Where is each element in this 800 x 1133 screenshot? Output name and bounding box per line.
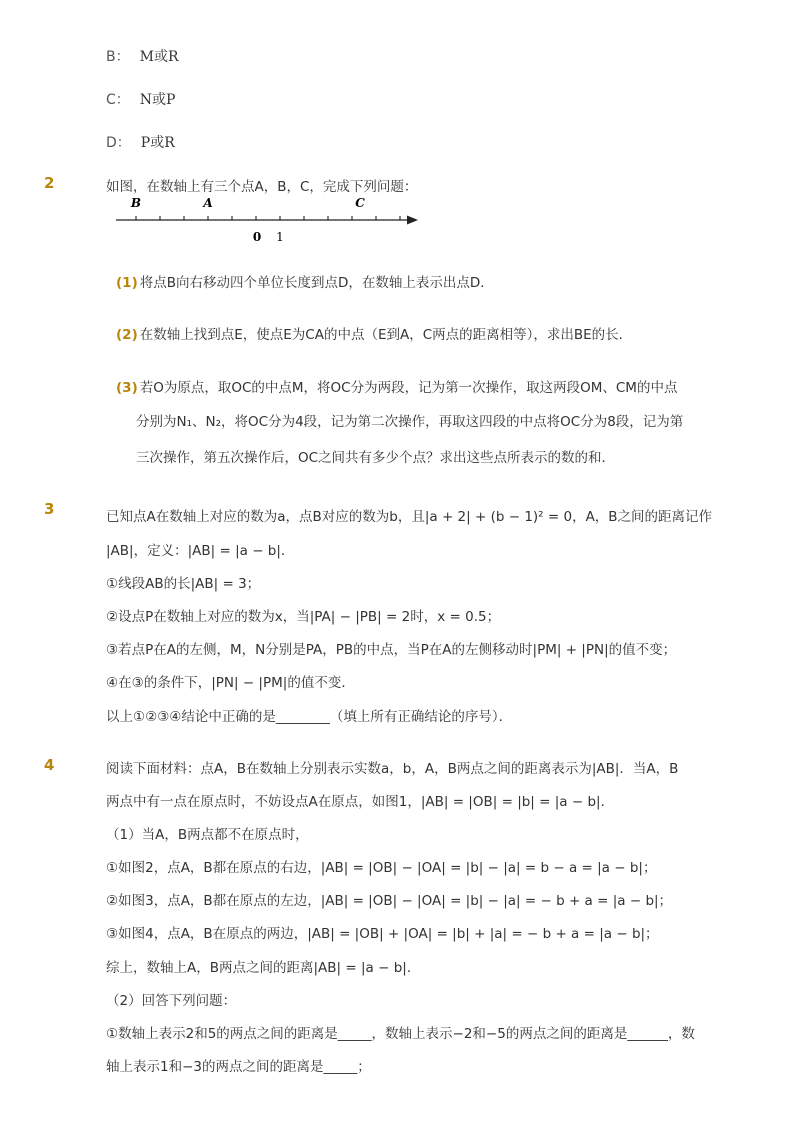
question-3-statement-3: ③若点P在A的左侧，M，N分别是PA，PB的中点，当P在A的左侧移动时|PM| + |PN|的值不变； (106, 642, 677, 658)
option-b (106, 46, 179, 66)
option-b-label: B： (106, 49, 130, 65)
question-2-part-2 (116, 323, 632, 343)
point-a-label: A (203, 196, 213, 210)
question-3-number: 3 (44, 500, 55, 518)
point-c-label: C (355, 196, 365, 210)
question-4-line-1: 阅读下面材料：点A，B在数轴上分别表示实数a，b，A，B两点之间的距离表示为|AB|．当A，B (106, 761, 679, 777)
question-4-line-6: ③如图4，点A，B在原点的两边，|AB| = |OB| + |OA| = |b| + |a| = − b + a = |a − b|； (106, 926, 659, 942)
question-4-line-10: 轴上表示1和−3的两点之间的距离是_____； (106, 1059, 371, 1075)
question-4-line-4: ①如图2，点A，B都在原点的右边，|AB| = |OB| − |OA| = |b| − |a| = b − a = |a − b|； (106, 860, 657, 876)
part-3-number: (3) (116, 380, 138, 396)
part-2-number: (2) (116, 327, 138, 343)
question-3-statement-1: ①线段AB的长|AB| = 3； (106, 576, 261, 592)
question-3-line-1: 已知点A在数轴上对应的数为a，点B对应的数为b，且|a + 2| + (b − 1)² = 0，A，B之间的距离记作 (106, 509, 713, 525)
option-c (106, 89, 175, 109)
number-line-figure (110, 192, 430, 248)
question-4-line-5: ②如图3，点A，B都在原点的左边，|AB| = |OB| − |OA| = |b| − |a| = − b + a = |a − b|； (106, 893, 673, 909)
question-4-line-8: （2）回答下列问题： (106, 993, 237, 1009)
option-c-label: C： (106, 92, 130, 108)
option-d-label: D： (106, 135, 131, 151)
number-line-arrow (407, 216, 418, 225)
question-2-stem: 如图，在数轴上有三个点A，B，C，完成下列问题： (106, 179, 418, 195)
part-1-number: (1) (116, 275, 138, 291)
part-2-text: 在数轴上找到点E，使点E为CA的中点（E到A，C两点的距离相等），求出BE的长． (139, 327, 633, 343)
question-2-part-3-line-1 (116, 376, 677, 396)
question-2-part-3-line-3: 三次操作，第五次操作后，OC之间共有多少个点？求出这些点所表示的数的和． (136, 450, 616, 466)
point-b-label: B (130, 196, 142, 210)
question-2-part-1 (116, 271, 494, 291)
question-3-statement-2: ②设点P在数轴上对应的数为x，当|PA| − |PB| = 2时，x = 0.5； (106, 609, 501, 625)
question-3-line-2: |AB|，定义：|AB| = |a − b|． (106, 543, 295, 559)
question-2-number: 2 (44, 174, 55, 192)
unit-label: 1 (276, 230, 284, 244)
part-3-text-1: 若O为原点，取OC的中点M，将OC分为两段，记为第一次操作，取这两段OM、CM的中点 (139, 380, 678, 396)
question-3-prompt: 以上①②③④结论中正确的是________（填上所有正确结论的序号）． (106, 709, 513, 725)
option-c-value: N或P (139, 92, 176, 108)
option-b-value: M或R (139, 49, 179, 65)
origin-label: 0 (252, 230, 262, 244)
part-1-text: 将点B向右移动四个单位长度到点D，在数轴上表示出点D． (139, 275, 494, 291)
number-line-ticks (136, 216, 400, 220)
question-4-line-3: （1）当A，B两点都不在原点时， (106, 827, 309, 843)
option-d-value: P或R (140, 135, 175, 151)
question-4-line-9: ①数轴上表示2和5的两点之间的距离是_____，数轴上表示−2和−5的两点之间的距离是______，数 (106, 1026, 695, 1042)
question-3-statement-4: ④在③的条件下，|PN| − |PM|的值不变． (106, 675, 355, 691)
question-2-part-3-line-2: 分别为N₁、N₂，将OC分为4段，记为第二次操作，再取这四段的中点将OC分为8段，记为第 (136, 414, 684, 430)
question-4-line-7: 综上，数轴上A，B两点之间的距离|AB| = |a − b|． (106, 960, 421, 976)
question-4-line-2: 两点中有一点在原点时，不妨设点A在原点，如图1，|AB| = |OB| = |b| = |a − b|． (106, 794, 615, 810)
question-4-number: 4 (44, 756, 55, 774)
option-d (106, 132, 175, 152)
